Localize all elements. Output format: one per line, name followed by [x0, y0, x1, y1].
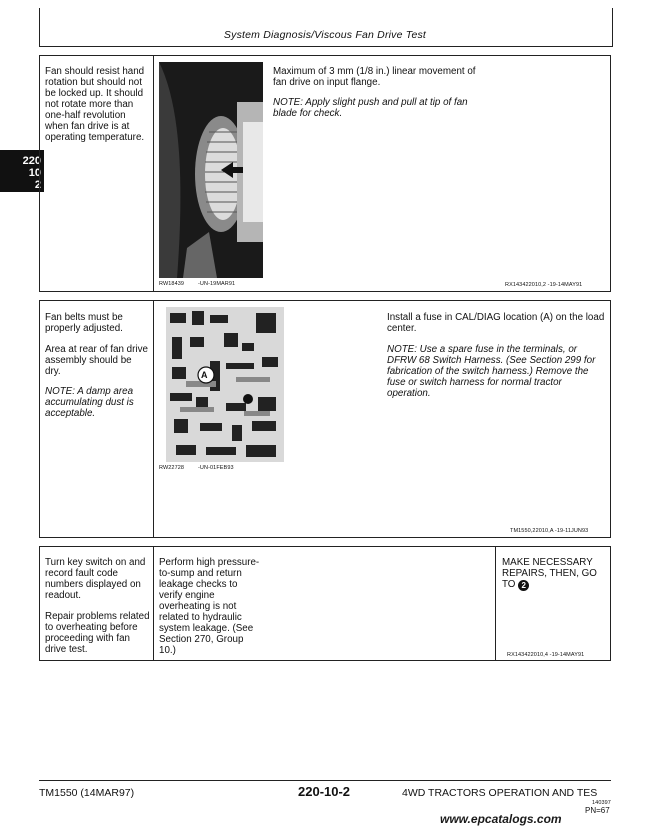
footer-rule	[39, 780, 611, 781]
step-2-icon[interactable]: 2	[518, 580, 529, 591]
section-3-col3-text: MAKE NECESSARY REPAIRS, THEN, GO TO	[502, 557, 597, 590]
section-1-right-text: Maximum of 3 mm (1/8 in.) linear movement of fan drive on input flange.	[273, 66, 476, 88]
section-2-left-note: NOTE: A damp area accumulating dust is acceptable.	[45, 386, 134, 419]
section-3-divider-1	[153, 546, 154, 661]
footer-code: 140397	[592, 800, 611, 806]
section-3-ref: RX143422010,4 -19-14MAY91	[507, 652, 585, 658]
section-2-left-text-1: Fan belts must be properly adjusted.	[45, 312, 123, 334]
page-header-title: System Diagnosis/Viscous Fan Drive Test	[223, 29, 427, 41]
fan-drive-photo	[159, 62, 263, 278]
footer-page-number: 220-10-2	[298, 784, 351, 799]
footer-pn: PN=67	[585, 806, 610, 815]
section-3-divider-2	[495, 546, 496, 661]
section-1-ref: RX143422010,2 -19-14MAY91	[505, 282, 583, 288]
footer-title: 4WD TRACTORS OPERATION AND TES	[402, 787, 598, 799]
section-3-col3	[502, 557, 606, 591]
section-3-col2-text: Perform high pressure-to-sump and return leakage checks to verify engine overheating is not related to hydraulic system leakage. (See Section 270, Group 10.)	[159, 557, 260, 656]
fan-drive-illustration	[159, 62, 263, 278]
section-2-note: NOTE: Use a spare fuse in the terminals, or DFRW 68 Switch Harness. (See Section 299 for fabrication of the switch harness.) Remove the fuse or switch harness for normal tractor operation.	[387, 344, 596, 399]
section-2-divider	[153, 300, 154, 538]
section-tab-line-3: 2	[34, 179, 41, 191]
callout-a-label: A	[201, 370, 208, 380]
photo-2-id: RW22728	[159, 465, 185, 471]
photo-1-code: -UN-19MAR91	[198, 281, 236, 287]
section-2-ref: TM1550,22010,A -19-11JUN93	[510, 528, 589, 534]
watermark-link[interactable]: www.epcatalogs.com	[440, 812, 562, 826]
photo-2-code: -UN-01FEB93	[198, 465, 234, 471]
section-2-left-text-2: Area at rear of fan drive assembly should be dry.	[45, 344, 148, 377]
section-3-col1-text-1: Turn key switch on and record fault code numbers displayed on readout.	[45, 557, 146, 601]
section-1-left-text: Fan should resist hand rotation but should not be locked up. It should not rotate more than one-half revolution when fan drive is at operating temperature.	[45, 66, 145, 143]
section-tab-line-2: 10	[28, 167, 41, 179]
section-3-col1-text-2: Repair problems related to overheating before proceeding with fan drive test.	[45, 611, 150, 655]
load-center-illustration	[166, 307, 284, 462]
footer-manual-id: TM1550 (14MAR97)	[39, 787, 135, 799]
section-1-note: NOTE: Apply slight push and pull at tip of fan blade for check.	[273, 97, 468, 119]
section-2-right-text: Install a fuse in CAL/DIAG location (A) on the load center.	[387, 312, 605, 334]
section-2-box	[39, 300, 611, 538]
header-frame	[39, 8, 613, 47]
photo-1-id: RW18439	[159, 281, 185, 287]
section-tab	[0, 150, 44, 192]
section-1-divider	[153, 55, 154, 292]
section-tab-line-1: 220	[22, 155, 41, 167]
load-center-photo	[166, 307, 284, 462]
